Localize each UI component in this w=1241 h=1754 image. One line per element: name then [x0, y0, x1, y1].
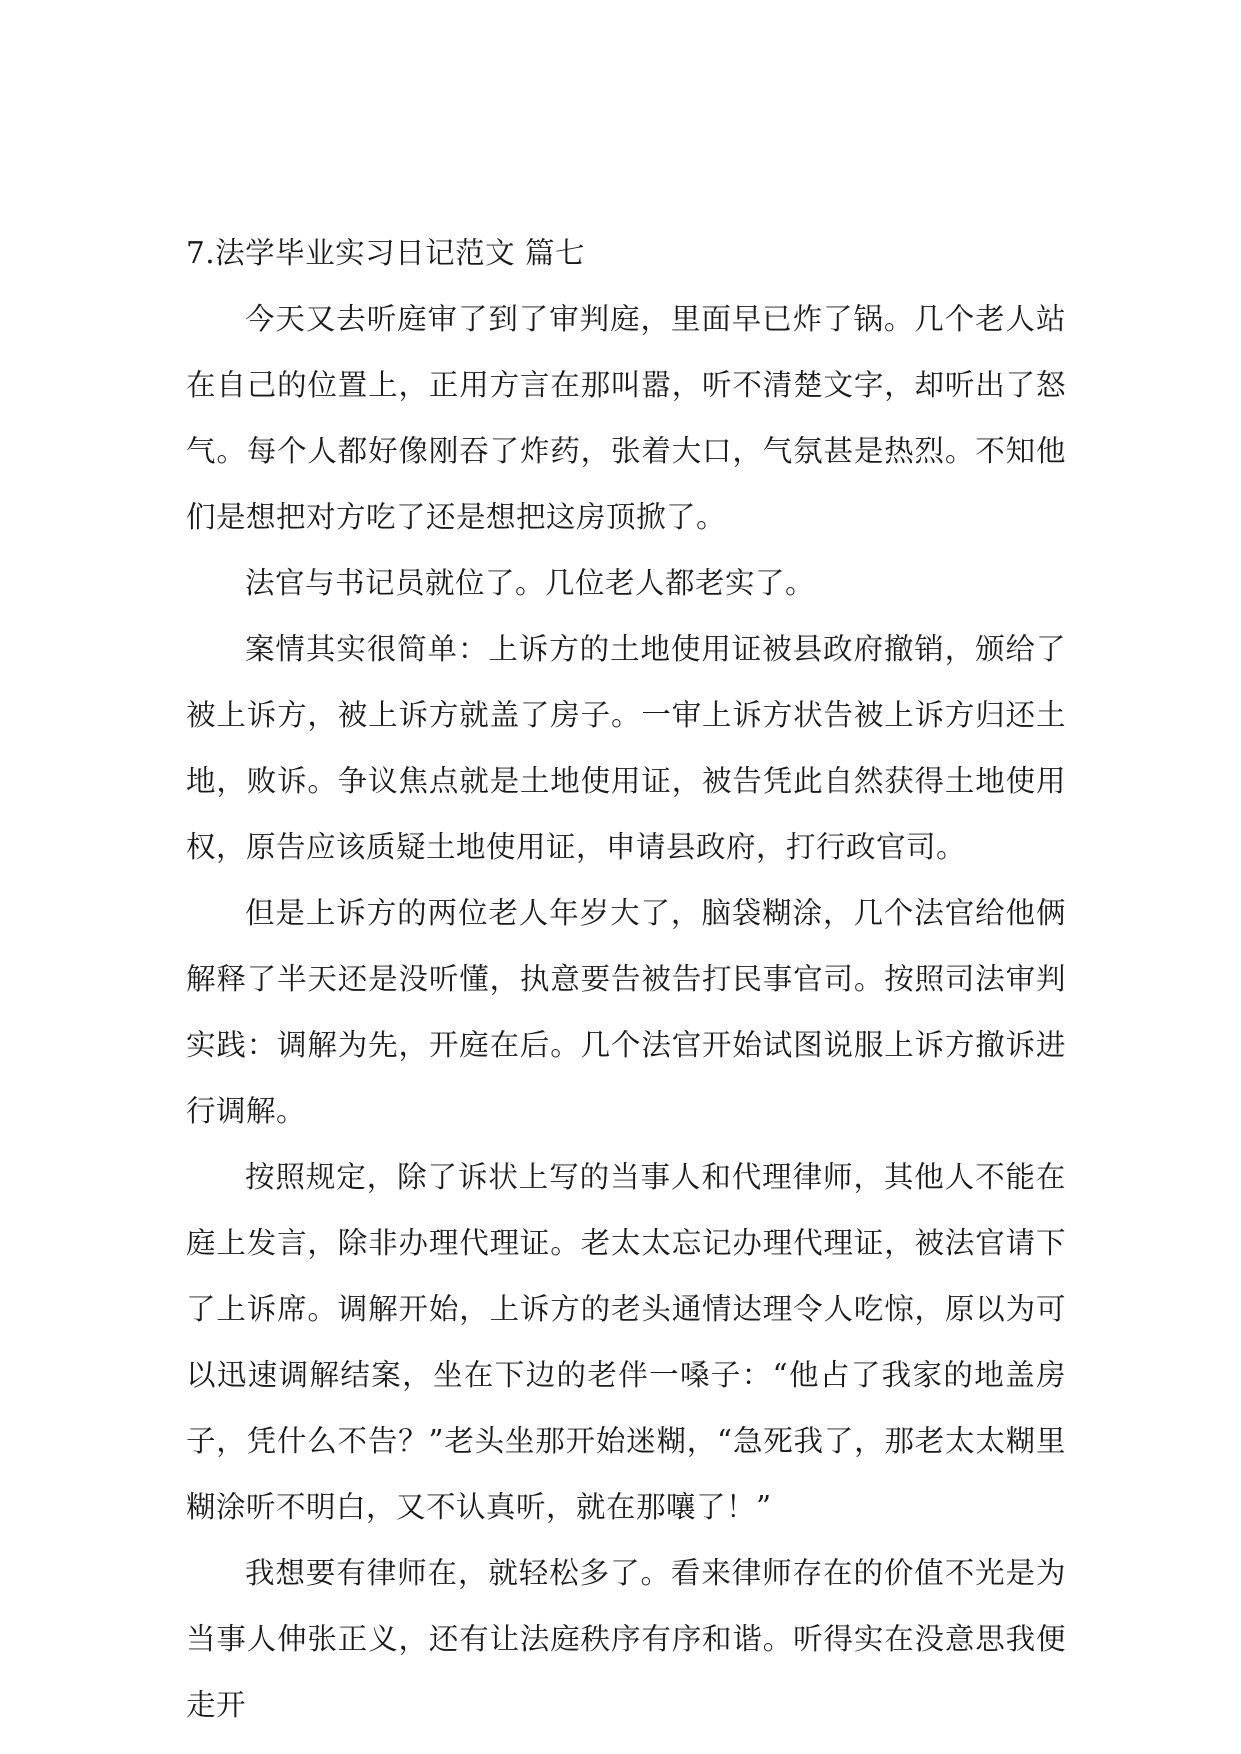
paragraph-courtroom-chaos: 今天又去听庭审了到了审判庭，里面早已炸了锅。几个老人站在自己的位置上，正用方言在那叫嚣，听不清楚文字，却听出了怒气。每个人都好像刚吞了炸药，张着大口，气氛甚是热烈。不知他们是想把对方吃了还是想把这房顶掀了。 [186, 302, 1066, 534]
paragraph-elderly-appellants: 但是上诉方的两位老人年岁大了，脑袋糊涂，几个法官给他俩解释了半天还是没听懂，执意要告被告打民事官司。按照司法审判实践：调解为先，开庭在后。几个法官开始试图说服上诉方撤诉进行调解。 [186, 896, 1066, 1128]
document-body [186, 220, 1066, 1738]
paragraph-lawyer-value: 我想要有律师在，就轻松多了。看来律师存在的价值不光是为当事人伸张正义，还有让法庭秩序有序和谐。听得实在没意思我便走开 [186, 1556, 1066, 1722]
paragraph-judges-seated: 法官与书记员就位了。几位老人都老实了。 [245, 566, 816, 600]
paragraph-case-summary: 案情其实很简单：上诉方的土地使用证被县政府撤销，颁给了被上诉方，被上诉方就盖了房子。一审上诉方状告被上诉方归还土地，败诉。争议焦点就是土地使用证，被告凭此自然获得土地使用权，原告应该质疑土地使用证，申请县政府，打行政官司。 [186, 632, 1066, 864]
section-heading: 7.法学毕业实习日记范文 篇七 [186, 236, 586, 270]
paragraph-mediation: 按照规定，除了诉状上写的当事人和代理律师，其他人不能在庭上发言，除非办理代理证。老太太忘记办理代理证，被法官请下了上诉席。调解开始，上诉方的老头通情达理令人吃惊，原以为可以迅速调解结案，坐在下边的老伴一嗓子：“他占了我家的地盖房子，凭什么不告？”老头坐那开始迷糊，“急死我了，那老太太糊里糊涂听不明白，又不认真听，就在那嚷了！” [186, 1160, 1066, 1524]
